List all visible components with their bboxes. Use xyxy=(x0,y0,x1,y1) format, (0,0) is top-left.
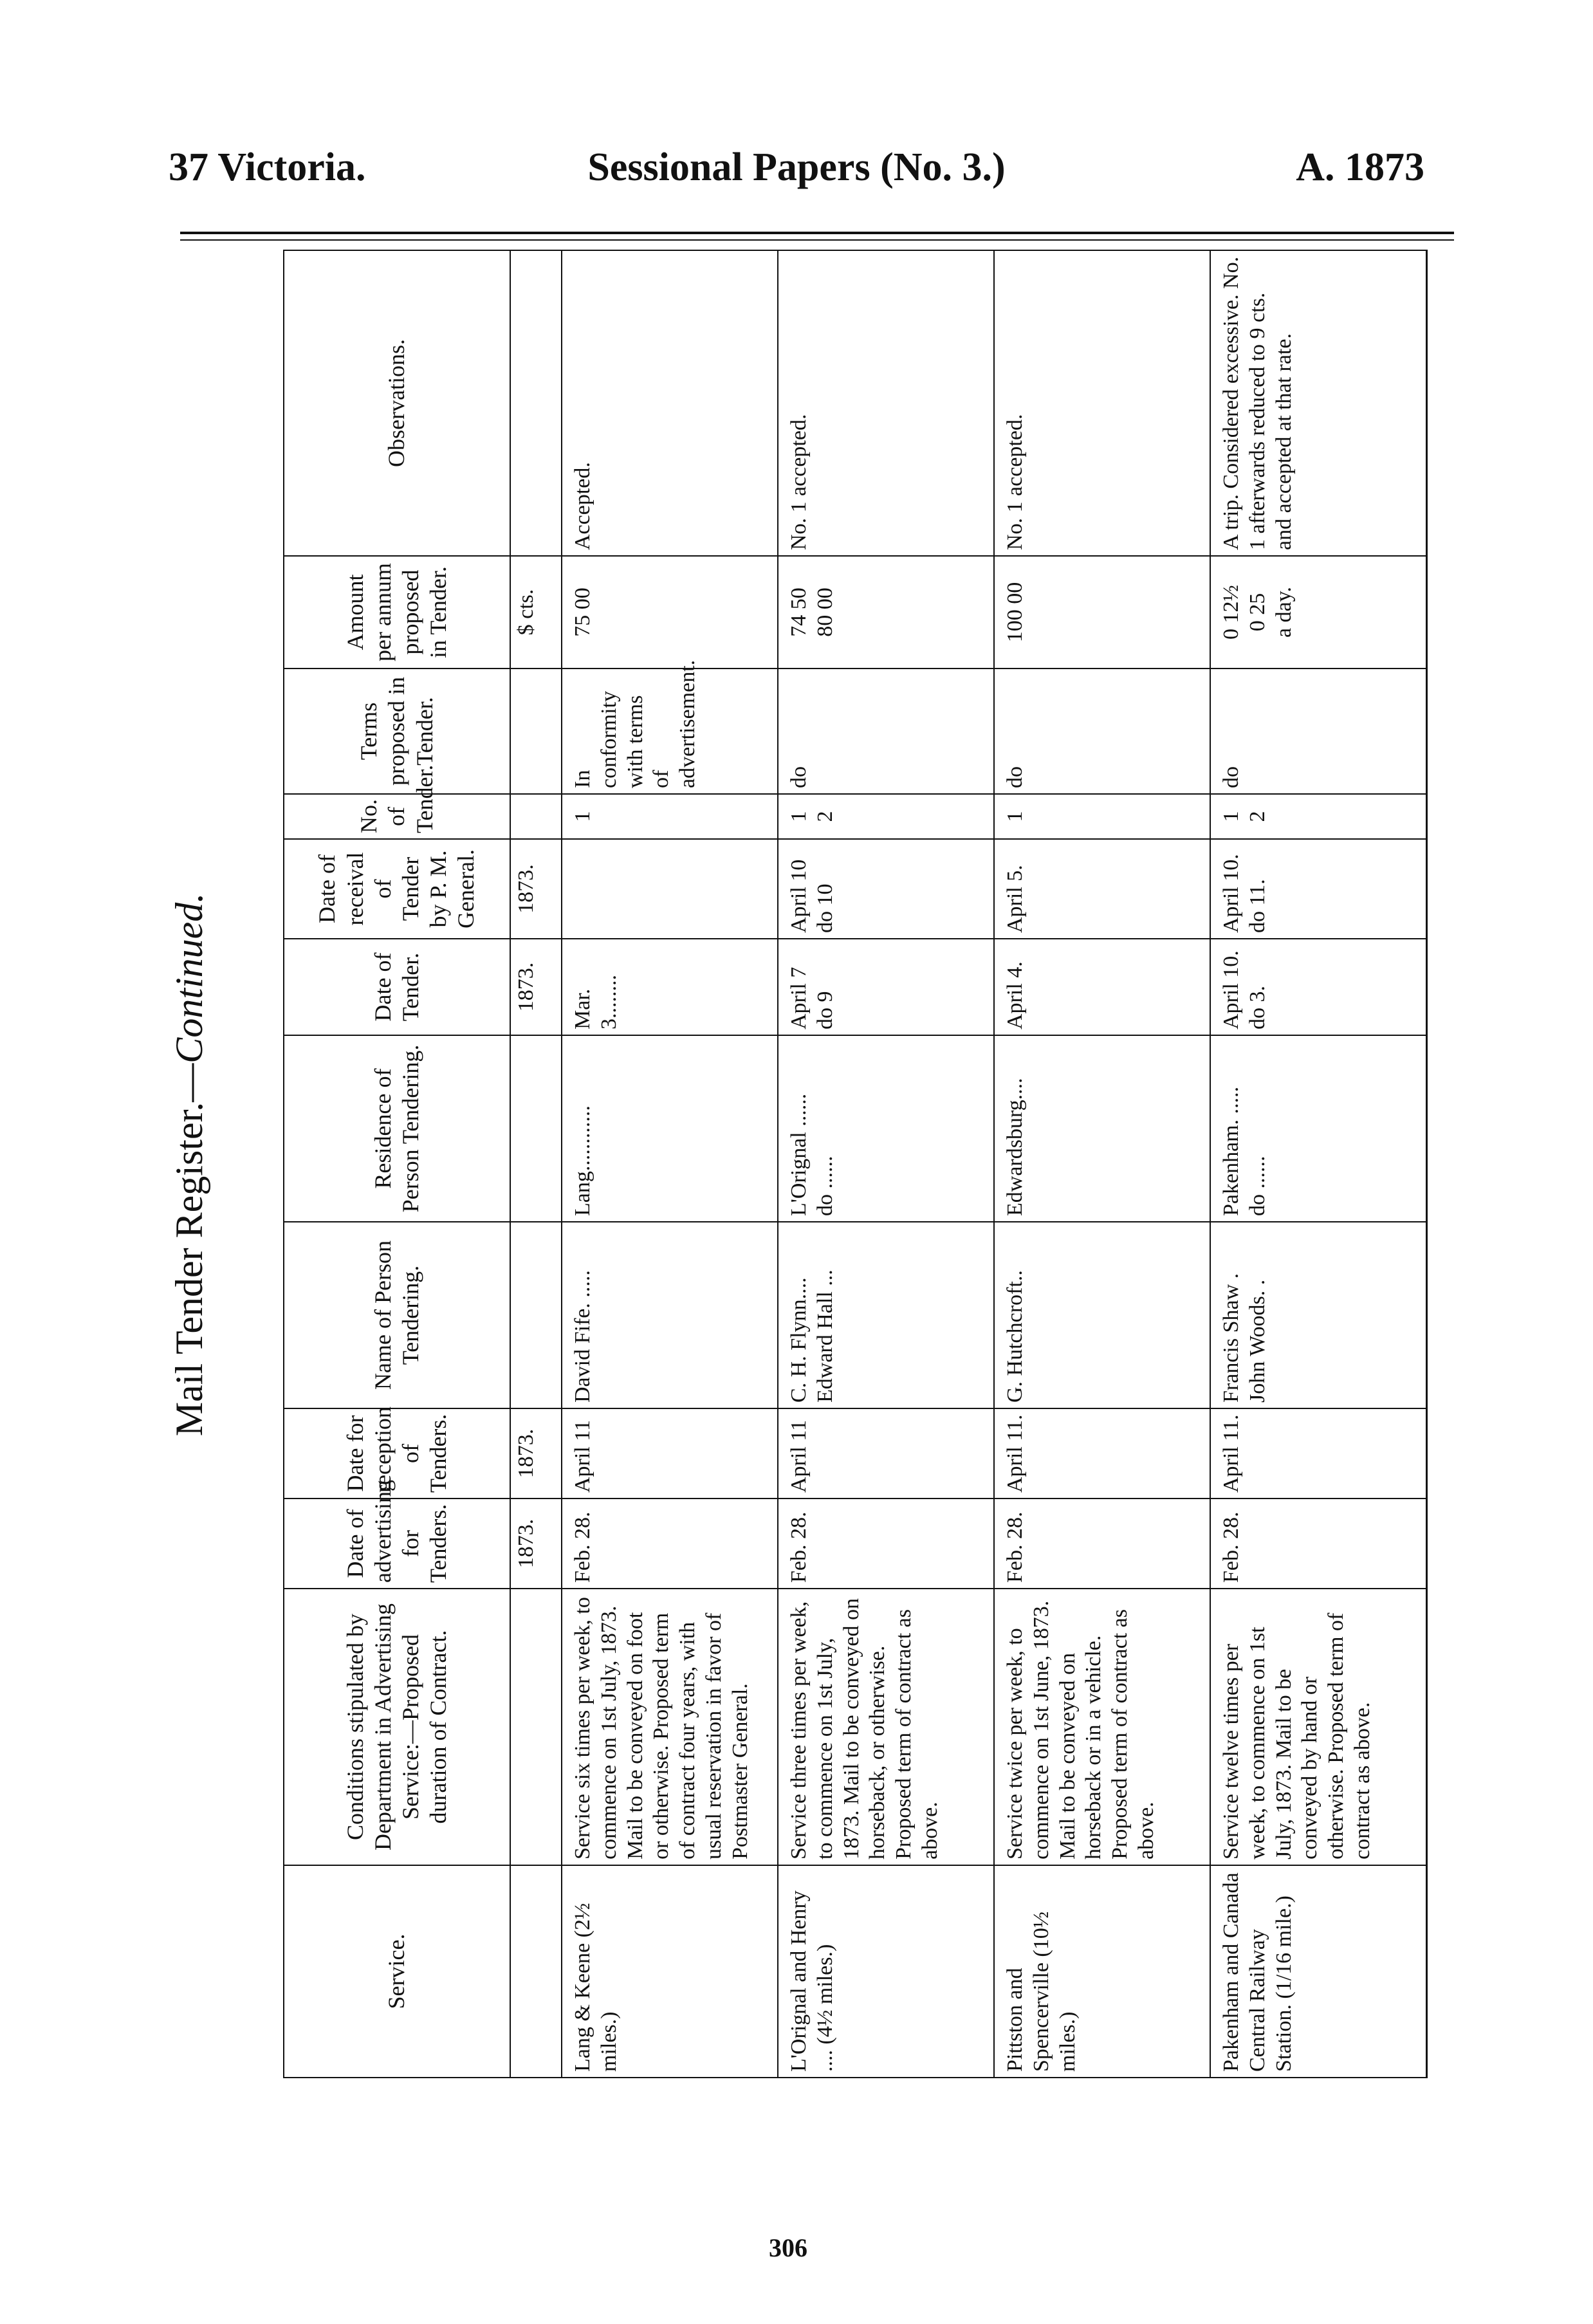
mail-tender-table xyxy=(283,250,1428,2078)
cell-name: Francis Shaw . John Woods. . xyxy=(1210,1222,1427,1408)
page-number: 306 xyxy=(769,2233,807,2262)
cell-name: C. H. Flynn.... Edward Hall ... xyxy=(778,1222,994,1408)
unit-amount: $ cts. xyxy=(510,556,562,669)
cell-tender-date: April 4. xyxy=(994,939,1210,1035)
cell-amount: 74 50 80 00 xyxy=(778,556,994,669)
col-amount: Amount per annum proposed in Tender. xyxy=(284,556,510,669)
cell-amount: 100 00 xyxy=(994,556,1210,669)
header-volume: 37 Victoria. xyxy=(169,145,366,189)
table-row xyxy=(562,250,778,2078)
cell-rec-date: April 11. xyxy=(1210,1408,1427,1499)
cell-service: Lang & Keene (2½ miles.) xyxy=(562,1865,778,2078)
cell-conditions: Service twice per week, to commence on 1st June, 1873. Mail to be conveyed on horseback or in a vehicle. Proposed term of contract as above. xyxy=(994,1589,1210,1865)
cell-observations: No. 1 accepted. xyxy=(994,250,1210,556)
cell-conditions: Service three times per week, to commence on 1st July, 1873. Mail to be conveyed on horseback, or otherwise. Proposed term of contract as above. xyxy=(778,1589,994,1865)
register-title: Mail Tender Register.—Continued. xyxy=(168,892,210,1437)
cell-tender-date: Mar. 3........ xyxy=(562,939,778,1035)
cell-receival-date: April 5. xyxy=(994,839,1210,939)
col-observations: Observations. xyxy=(284,250,510,556)
cell-tender-no: 1 xyxy=(562,794,778,839)
cell-adv-date: Feb. 28. xyxy=(1210,1499,1427,1589)
unit-receival-year: 1873. xyxy=(510,839,562,939)
table-row xyxy=(994,250,1210,2078)
cell-adv-date: Feb. 28. xyxy=(562,1499,778,1589)
header-rule xyxy=(180,232,1454,234)
cell-rec-date: April 11 xyxy=(562,1408,778,1499)
cell-name: G. Hutchcroft.. xyxy=(994,1222,1210,1408)
cell-tender-date: April 7 do 9 xyxy=(778,939,994,1035)
cell-receival-date: April 10 do 10 xyxy=(778,839,994,939)
cell-tender-date: April 10. do 3. xyxy=(1210,939,1427,1035)
cell-tender-no: 1 2 xyxy=(778,794,994,839)
cell-observations: No. 1 accepted. xyxy=(778,250,994,556)
cell-service: L'Orignal and Henry .... (4½ miles.) xyxy=(778,1865,994,2078)
cell-terms: In conformity with terms of advertisement. xyxy=(562,669,778,794)
cell-amount: 0 12½ 0 25 a day. xyxy=(1210,556,1427,669)
register-rotated xyxy=(168,251,1448,2078)
cell-name: David Fife. ..... xyxy=(562,1222,778,1408)
cell-terms: do xyxy=(778,669,994,794)
cell-conditions: Service six times per week, to commence on 1st July, 1873. Mail to be conveyed on foot or otherwise. Proposed term of contract four years, with usual reservation in favor of Postmaster General. xyxy=(562,1589,778,1865)
header-title: Sessional Papers (No. 3.) xyxy=(587,145,1006,189)
col-name: Name of Person Tendering. xyxy=(284,1222,510,1408)
unit-adv-year: 1873. xyxy=(510,1499,562,1589)
cell-adv-date: Feb. 28. xyxy=(994,1499,1210,1589)
cell-observations: A trip. Considered excessive. No. 1 afterwards reduced to 9 cts. and accepted at that rate. xyxy=(1210,250,1427,556)
cell-terms: do xyxy=(994,669,1210,794)
units-row xyxy=(510,250,562,2078)
cell-receival-date xyxy=(562,839,778,939)
table-row xyxy=(778,250,994,2078)
cell-residence: Lang............ xyxy=(562,1035,778,1222)
cell-conditions: Service twelve times per week, to commence on 1st July, 1873. Mail to be conveyed by hand or otherwise. Proposed term of contract as above. xyxy=(1210,1589,1427,1865)
cell-rec-date: April 11 xyxy=(778,1408,994,1499)
cell-amount: 75 00 xyxy=(562,556,778,669)
cell-residence: L'Orignal ...... do ...... xyxy=(778,1035,994,1222)
cell-residence: Pakenham. ..... do ...... xyxy=(1210,1035,1427,1222)
cell-observations: Accepted. xyxy=(562,250,778,556)
cell-receival-date: April 10. do 11. xyxy=(1210,839,1427,939)
table-row xyxy=(1210,250,1427,2078)
unit-rec-year: 1873. xyxy=(510,1408,562,1499)
col-residence: Residence of Person Tendering. xyxy=(284,1035,510,1222)
cell-tender-no: 1 xyxy=(994,794,1210,839)
cell-residence: Edwardsburg.... xyxy=(994,1035,1210,1222)
col-tender-date: Date of Tender. xyxy=(284,939,510,1035)
cell-terms: do xyxy=(1210,669,1427,794)
col-conditions: Conditions stipulated by Department in Advertising Service:—Proposed duration of Contract. xyxy=(284,1589,510,1865)
header-year: A. 1873 xyxy=(1296,145,1424,189)
cell-adv-date: Feb. 28. xyxy=(778,1499,994,1589)
col-adv-date: Date of advertising for Tenders. xyxy=(284,1499,510,1589)
unit-tender-year: 1873. xyxy=(510,939,562,1035)
cell-tender-no: 1 2 xyxy=(1210,794,1427,839)
cell-service: Pittston and Spencerville (10½ miles.) xyxy=(994,1865,1210,2078)
register-title-suffix: Continued. xyxy=(168,892,210,1064)
header-rule-thin xyxy=(180,239,1454,241)
cell-service: Pakenham and Canada Central Railway Station. (1/16 mile.) xyxy=(1210,1865,1427,2078)
cell-rec-date: April 11. xyxy=(994,1408,1210,1499)
col-receival-date: Date of receival of Tender by P. M. General. xyxy=(284,839,510,939)
col-rec-date: Date for reception of Tenders. xyxy=(284,1408,510,1499)
col-terms: Terms proposed in Tender. xyxy=(284,669,510,794)
col-tender-no: No. of Tender. xyxy=(284,794,510,839)
col-service: Service. xyxy=(284,1865,510,2078)
